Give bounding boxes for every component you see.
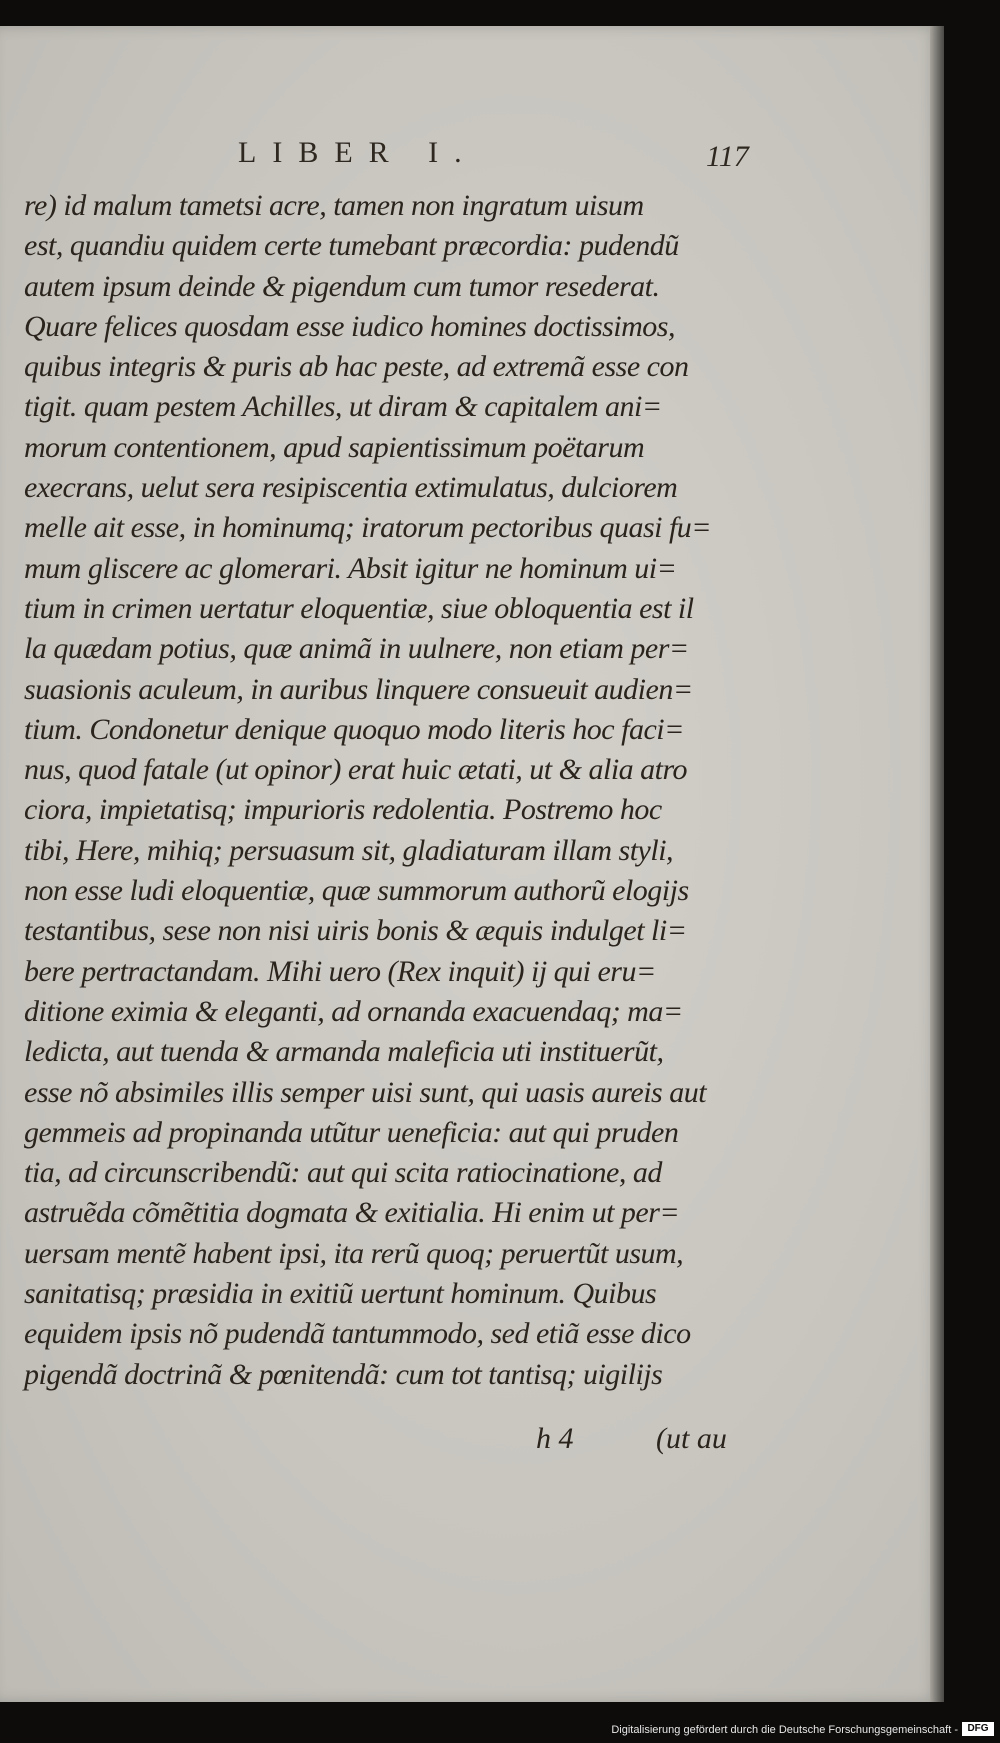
catchword: (ut au — [656, 1422, 727, 1455]
text-line: pigendã doctrinã & pœnitendã: cum tot tantisq; uigilijs — [24, 1357, 663, 1391]
text-line: sanitatisq; præsidia in exitiũ uertunt hominum. Quibus — [24, 1277, 657, 1311]
text-line: la quædam potius, quæ animã in uulnere, non etiam per= — [24, 632, 689, 666]
dfg-logo: DFG — [962, 1722, 994, 1736]
text-line: tibi, Here, mihiq; persuasum sit, gladiaturam illam styli, — [24, 833, 674, 867]
text-line: astruẽda cõmẽtitia dogmata & exitialia. Hi enim ut per= — [24, 1196, 680, 1230]
text-line: ditione eximia & eleganti, ad ornanda exacuendaq; ma= — [24, 994, 683, 1028]
text-line: esse nõ absimiles illis semper uisi sunt, qui uasis aureis aut — [24, 1075, 707, 1109]
funding-credit: Digitalisierung gefördert durch die Deutsche Forschungsgemeinschaft - — [611, 1724, 958, 1736]
running-head — [0, 136, 940, 176]
text-line: est, quandiu quidem certe tumebant præcordia: pudendũ — [24, 229, 679, 263]
text-line: tium. Condonetur denique quoquo modo literis hoc faci= — [24, 712, 684, 746]
text-line: tia, ad circunscribendũ: aut qui scita ratiocinatione, ad — [24, 1156, 662, 1190]
text-line: ledicta, aut tuenda & armanda maleficia uti instituerũt, — [24, 1035, 664, 1069]
text-line: re) id malum tametsi acre, tamen non ingratum uisum — [24, 189, 644, 222]
text-line: suasionis aculeum, in auribus linquere consueuit audien= — [24, 672, 693, 706]
text-line: uersam mentẽ habent ipsi, ita rerũ quoq; peruertũt usum, — [24, 1236, 684, 1270]
book-page-scan — [0, 26, 940, 1702]
text-line: quibus integris & puris ab hac peste, ad extremã esse con — [24, 350, 689, 384]
text-line: melle ait esse, in hominumq; iratorum pectoribus quasi fu= — [24, 511, 712, 545]
running-title: LIBER I. — [238, 136, 478, 169]
text-line: mum gliscere ac glomerari. Absit igitur ne hominum ui= — [24, 551, 677, 585]
text-line: bere pertractandam. Mihi uero (Rex inquit) ij qui eru= — [24, 954, 656, 988]
body-text — [24, 186, 744, 1395]
page-footer-marks — [0, 1422, 940, 1462]
text-line: morum contentionem, apud sapientissimum poëtarum — [24, 430, 645, 464]
footer-bar — [0, 1702, 1000, 1743]
page-number: 117 — [706, 140, 749, 173]
signature-mark: h 4 — [536, 1422, 574, 1455]
text-line: equidem ipsis nõ pudendã tantummodo, sed etiã esse dico — [24, 1317, 691, 1351]
text-line: gemmeis ad propinanda utũtur ueneficia: aut qui pruden — [24, 1115, 679, 1149]
text-line: nus, quod fatale (ut opinor) erat huic ætati, ut & alia atro — [24, 753, 688, 787]
page-edge-shadow — [930, 26, 944, 1702]
text-line: testantibus, sese non nisi uiris bonis & æquis indulget li= — [24, 914, 687, 948]
text-line: Quare felices quosdam esse iudico homines doctissimos, — [24, 309, 675, 343]
text-line: tigit. quam pestem Achilles, ut diram & capitalem ani= — [24, 390, 662, 424]
text-line: autem ipsum deinde & pigendum cum tumor resederat. — [24, 269, 660, 303]
text-line: tium in crimen uertatur eloquentiæ, siue obloquentia est il — [24, 591, 694, 625]
text-line: execrans, uelut sera resipiscentia extimulatus, dulciorem — [24, 471, 678, 505]
text-line: ciora, impietatisq; impurioris redolentia. Postremo hoc — [24, 793, 662, 827]
text-line: non esse ludi eloquentiæ, quæ summorum authorũ elogijs — [24, 874, 689, 908]
